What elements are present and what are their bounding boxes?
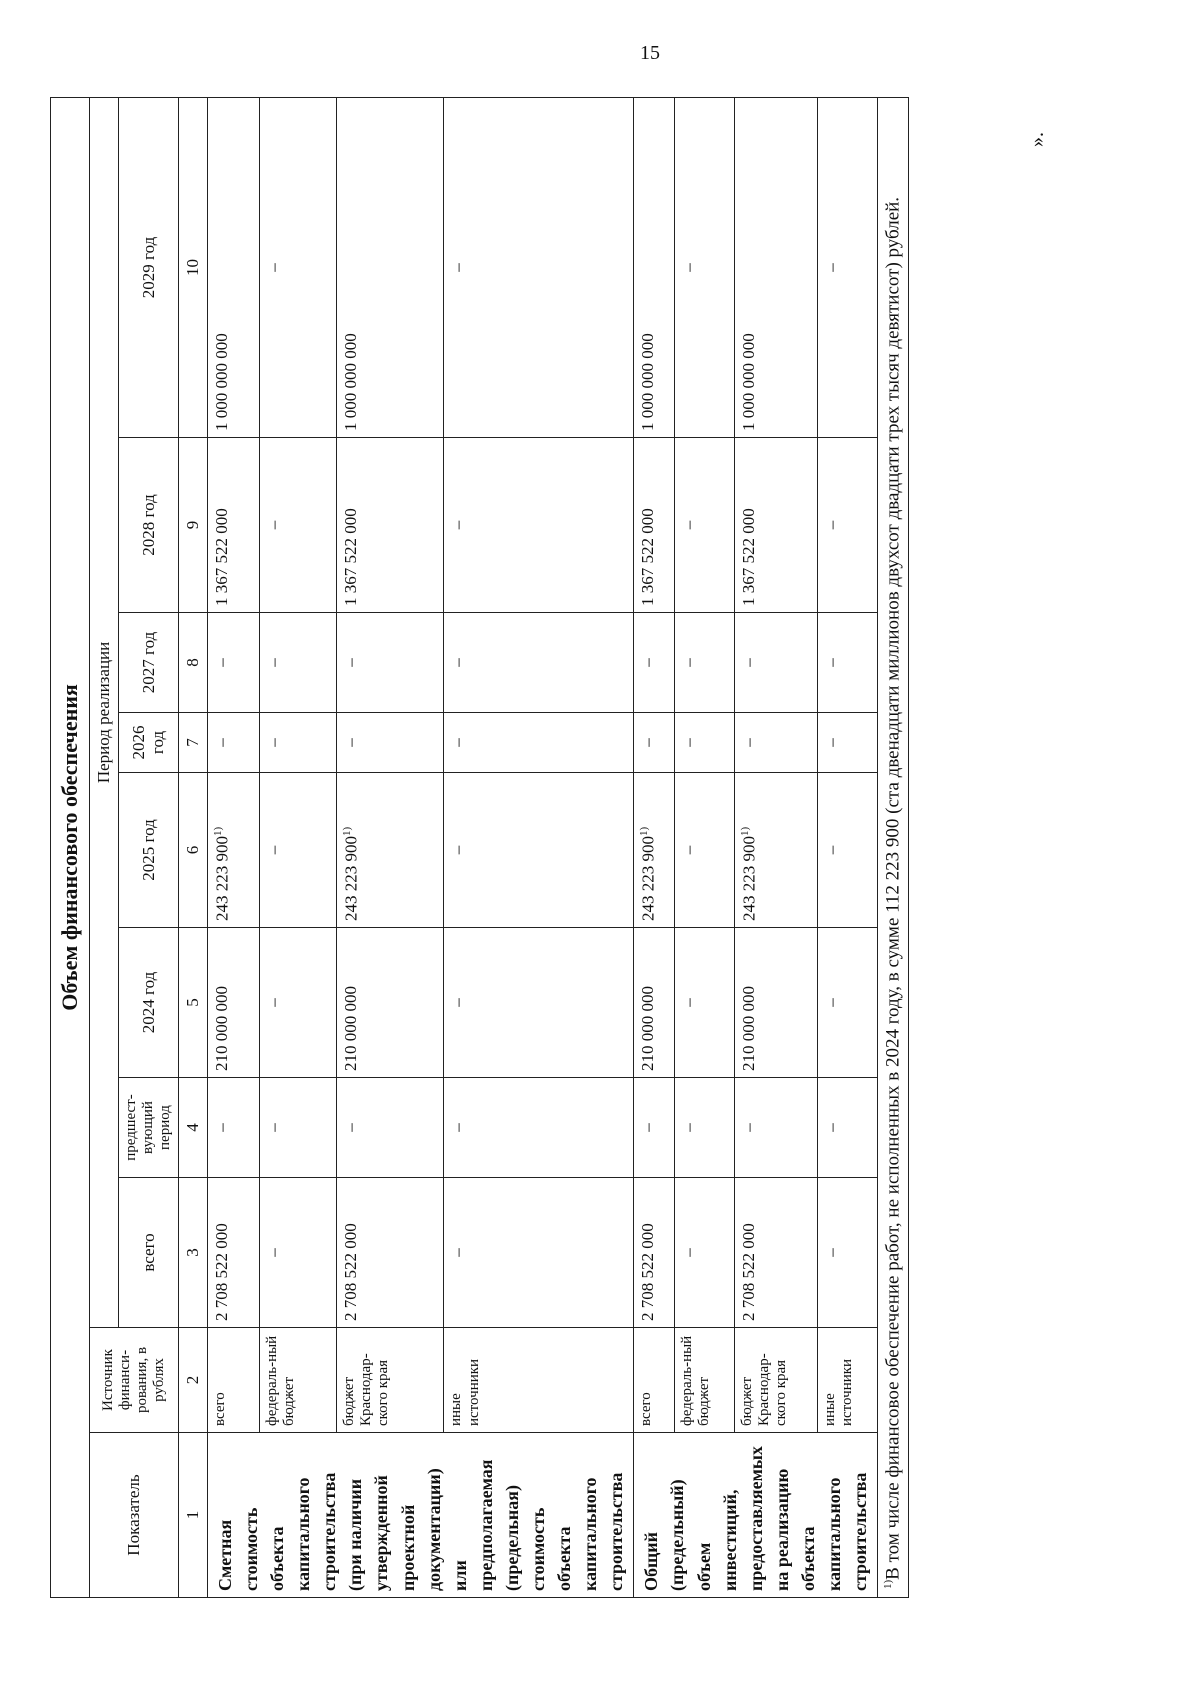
column-number: 7 [179, 713, 208, 773]
footnote-ref: 1) [211, 826, 224, 836]
cell-source: федераль-ный бюджет [674, 1328, 734, 1433]
cell-2028: 1 367 522 000 [734, 438, 818, 613]
cell-total: – [674, 1178, 734, 1328]
cell-2024: – [818, 928, 878, 1078]
footnote-ref: 1) [738, 826, 751, 836]
cell-2025: – [674, 773, 734, 928]
header-2028: 2028 год [118, 438, 179, 613]
table-row [818, 97, 878, 1597]
cell-previous: – [444, 1078, 634, 1178]
cell-2026: – [674, 713, 734, 773]
cell-source: бюджет Краснодар-ского края [734, 1328, 818, 1433]
cell-2027: – [818, 613, 878, 713]
cell-2026: – [634, 713, 674, 773]
cell-total: 2 708 522 000 [734, 1178, 818, 1328]
header-source: Источник финанси-рования, в рублях [90, 1328, 179, 1433]
cell-2024: 210 000 000 [207, 928, 259, 1078]
cell-2025: – [818, 773, 878, 928]
section2-label: Общий (предельный) объем инвестиций, предоставляемых на реализацию объекта капитального строительства [634, 1433, 878, 1598]
cell-source: иные источники [444, 1328, 634, 1433]
cell-2027: – [734, 613, 818, 713]
cell-total: – [444, 1178, 634, 1328]
header-2026: 2026 год [118, 713, 179, 773]
header-period: Период реализации [90, 97, 119, 1327]
column-number: 3 [179, 1178, 208, 1328]
column-number: 4 [179, 1078, 208, 1178]
cell-2029: 1 000 000 000 [207, 97, 259, 437]
column-number: 2 [179, 1328, 208, 1433]
cell-2024: – [259, 928, 336, 1078]
header-2029: 2029 год [118, 97, 179, 437]
cell-2028: 1 367 522 000 [207, 438, 259, 613]
cell-total: 2 708 522 000 [634, 1178, 674, 1328]
table-row [674, 97, 734, 1597]
rotated-table-wrapper [50, 98, 1150, 1598]
footnote-text: В том числе финансовое обеспечение работ, не исполненных в 2024 году, в сумме 112 223 900 (ста двенадцати миллионов двухсот двадцати трех тысяч девятисот) рублей. [882, 196, 904, 1580]
header-2024: 2024 год [118, 928, 179, 1078]
cell-2024: 210 000 000 [734, 928, 818, 1078]
cell-2025 [336, 773, 444, 928]
cell-previous: – [734, 1078, 818, 1178]
cell-source: бюджет Краснодар-ского края [336, 1328, 444, 1433]
cell-total: – [818, 1178, 878, 1328]
cell-2028: 1 367 522 000 [336, 438, 444, 613]
column-number-row [179, 97, 208, 1597]
cell-2028: – [818, 438, 878, 613]
header-total: всего [118, 1178, 179, 1328]
title-row [51, 97, 90, 1597]
column-number: 8 [179, 613, 208, 713]
cell-2024: – [444, 928, 634, 1078]
cell-2026: – [818, 713, 878, 773]
cell-2026: – [734, 713, 818, 773]
cell-2029: 1 000 000 000 [336, 97, 444, 437]
cell-2029: – [818, 97, 878, 437]
header-row-period [90, 97, 119, 1597]
cell-2029: – [444, 97, 634, 437]
cell-previous: – [818, 1078, 878, 1178]
cell-previous: – [336, 1078, 444, 1178]
cell-2027: – [444, 613, 634, 713]
cell-2025-value: 243 223 900 [341, 836, 361, 921]
section1-label: Сметная стоимость объекта капитального строительства (при наличии утвержденной проектной документации) или предполагаемая (предельная) стоимость объекта капитального строительства [207, 1433, 634, 1598]
cell-2029: – [259, 97, 336, 437]
cell-2025: – [259, 773, 336, 928]
table-row [207, 97, 259, 1597]
cell-source: федераль-ный бюджет [259, 1328, 336, 1433]
cell-total: 2 708 522 000 [336, 1178, 444, 1328]
header-2025: 2025 год [118, 773, 179, 928]
cell-2029: 1 000 000 000 [734, 97, 818, 437]
table-title: Объем финансового обеспечения [51, 97, 90, 1597]
cell-2028: – [444, 438, 634, 613]
cell-2026: – [444, 713, 634, 773]
table-row [259, 97, 336, 1597]
cell-previous: – [634, 1078, 674, 1178]
cell-2024: 210 000 000 [634, 928, 674, 1078]
footnote-row [878, 97, 909, 1597]
cell-2026: – [207, 713, 259, 773]
cell-source: всего [207, 1328, 259, 1433]
page-number: 15 [640, 42, 660, 64]
cell-2027: – [336, 613, 444, 713]
cell-2028: – [259, 438, 336, 613]
cell-2026: – [336, 713, 444, 773]
header-indicator: Показатель [90, 1433, 179, 1598]
table-row [336, 97, 444, 1597]
cell-2025: – [444, 773, 634, 928]
closing-quote-mark: ». [1026, 132, 1048, 147]
table-row [734, 97, 818, 1597]
cell-2025 [734, 773, 818, 928]
cell-2025-value: 243 223 900 [739, 836, 759, 921]
column-number: 9 [179, 438, 208, 613]
cell-2025-value: 243 223 900 [212, 836, 232, 921]
cell-2029: – [674, 97, 734, 437]
cell-2027: – [634, 613, 674, 713]
column-number: 6 [179, 773, 208, 928]
column-number: 10 [179, 97, 208, 437]
cell-2025 [634, 773, 674, 928]
cell-2029: 1 000 000 000 [634, 97, 674, 437]
cell-2027: – [207, 613, 259, 713]
cell-2027: – [674, 613, 734, 713]
cell-source: всего [634, 1328, 674, 1433]
column-number: 5 [179, 928, 208, 1078]
cell-previous: – [259, 1078, 336, 1178]
cell-2024: 210 000 000 [336, 928, 444, 1078]
cell-total: – [259, 1178, 336, 1328]
cell-2027: – [259, 613, 336, 713]
header-previous: предшест-вующий период [118, 1078, 179, 1178]
footnote-ref: 1) [638, 826, 651, 836]
header-2027: 2027 год [118, 613, 179, 713]
footnote-marker: 1) [882, 1579, 895, 1589]
financing-table [50, 97, 909, 1598]
cell-2025 [207, 773, 259, 928]
cell-total: 2 708 522 000 [207, 1178, 259, 1328]
cell-2025-value: 243 223 900 [639, 836, 658, 921]
cell-source: иные источники [818, 1328, 878, 1433]
column-number: 1 [179, 1433, 208, 1598]
cell-2026: – [259, 713, 336, 773]
footnote-ref: 1) [340, 826, 353, 836]
footnote [878, 97, 909, 1597]
cell-previous: – [674, 1078, 734, 1178]
cell-previous: – [207, 1078, 259, 1178]
table-row [444, 97, 634, 1597]
cell-2028: 1 367 522 000 [634, 438, 674, 613]
cell-2028: – [674, 438, 734, 613]
cell-2024: – [674, 928, 734, 1078]
table-row [634, 97, 674, 1597]
